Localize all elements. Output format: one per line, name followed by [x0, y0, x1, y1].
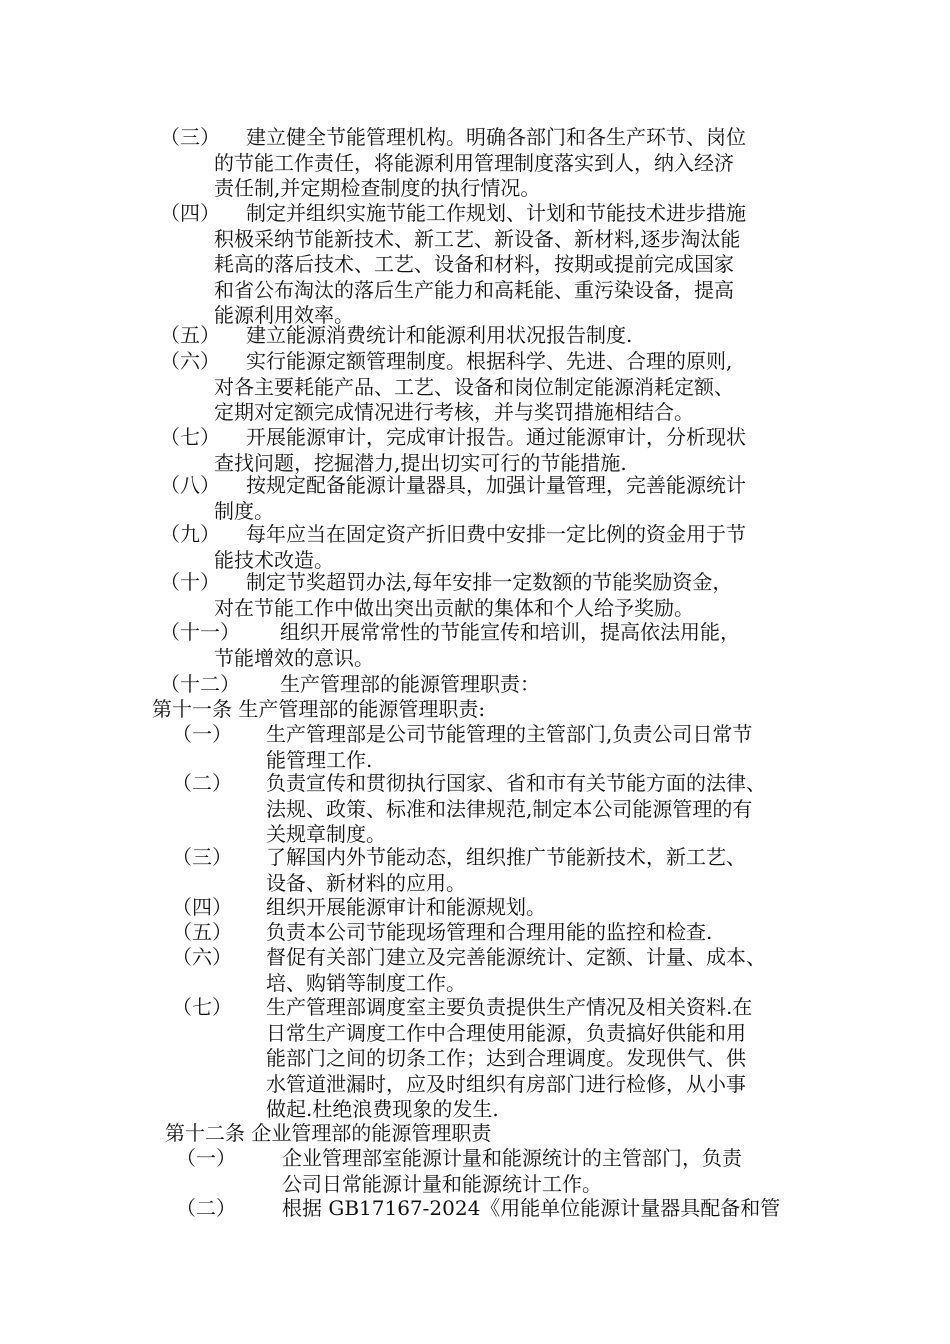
text-line: 根据 GB17167-2024《用能单位能源计量器具配备和管 [282, 1196, 781, 1220]
text-line: 对在节能工作中做出突出贡献的集体和个人给予奖励。 [214, 595, 694, 620]
clause-number: （九） [160, 522, 220, 546]
clause-text [266, 945, 766, 996]
clause-number: （六） [160, 349, 220, 373]
clause-text [214, 672, 540, 698]
clause-number: （五） [172, 920, 232, 944]
text-line: 实行能源定额管理制度。根据科学、先进、合理的原则, [246, 349, 733, 373]
text-line: 关规章制度。 [266, 822, 386, 846]
clause-number: （三） [172, 845, 232, 869]
text-line: 生产管理部调度室主要负责提供生产情况及相关资料.在 [266, 995, 753, 1019]
text-line: 制定节奖超罚办法,每年安排一定数额的节能奖励资金， [246, 570, 733, 594]
text-line: 能管理工作. [266, 747, 373, 772]
clause-number: （十一） [160, 620, 240, 644]
clause-number: （十二） [160, 672, 240, 696]
text-line: 每年应当在固定资产折旧费中安排一定比例的资金用于节 [246, 522, 746, 546]
clause-text [214, 522, 746, 573]
clause-number: （七） [172, 995, 232, 1019]
text-line: 和省公布淘汰的落后生产能力和高耗能、重污染设备，提高 [214, 277, 734, 302]
text-line: 能源利用效率。 [214, 303, 354, 327]
clause-text [214, 570, 732, 621]
text-line: 制度。 [214, 498, 274, 523]
text-line: 建立能源消费统计和能源利用状况报告制度. [246, 323, 633, 347]
clause-text [214, 473, 746, 524]
text-line: 生产管理部是公司节能管理的主管部门,负责公司日常节 [266, 722, 753, 746]
clause-text [214, 201, 746, 329]
clause-number: （一） [172, 722, 232, 746]
text-line: 的节能工作责任，将能源利用管理制度落实到人，纳入经济 [214, 150, 734, 175]
text-line: 法规、政策、标准和法律规范,制定本公司能源管理的有 [266, 796, 753, 821]
text-line: 能部门之间的切条工作；达到合理调度。发现供气、供 [266, 1046, 746, 1070]
text-line: 做起.杜绝浪费现象的发生. [266, 1097, 499, 1121]
text-line: 按规定配备能源计量器具，加强计量管理，完善能源统计 [246, 473, 746, 497]
clause-text [266, 895, 546, 921]
text-line: 对各主要耗能产品、工艺、设备和岗位制定能源消耗定额、 [214, 374, 734, 399]
text-line: 督促有关部门建立及完善能源统计、定额、计量、成本、 [266, 945, 766, 969]
clause-text [214, 349, 734, 426]
text-line: 组织开展常常性的节能宣传和培训，提高依法用能， [280, 620, 740, 644]
clause-text [214, 425, 746, 476]
text-line: 定期对定额完成情况进行考核，并与奖罚措施相结合。 [214, 400, 694, 424]
text-line: 负责本公司节能现场管理和合理用能的监控和检查. [266, 920, 713, 944]
text-line: 建立健全节能管理机构。明确各部门和各生产环节、岗位 [246, 125, 746, 149]
article-12-title: 第十二条 企业管理部的能源管理职责 [165, 1121, 492, 1145]
text-line: 设备、新材料的应用。 [266, 870, 466, 895]
article-11-title: 第十一条 生产管理部的能源管理职责: [152, 697, 486, 721]
text-line: 开展能源审计，完成审计报告。通过能源审计，分析现状 [246, 425, 746, 449]
text-line: 负责宣传和贯彻执行国家、省和市有关节能方面的法律、 [266, 771, 766, 795]
text-line: 查找问题，挖掘潜力,提出切实可行的节能措施. [214, 450, 627, 475]
text-line: 组织开展能源审计和能源规划。 [266, 895, 546, 919]
text-line: 节能增效的意识。 [214, 645, 374, 670]
text-line: 能技术改造。 [214, 547, 334, 572]
text-line: 企业管理部室能源计量和能源统计的主管部门，负责 [282, 1146, 742, 1170]
text-line: 日常生产调度工作中合理使用能源，负责搞好供能和用 [266, 1020, 746, 1045]
clause-number: （十） [160, 570, 220, 594]
clause-number: （四） [160, 201, 220, 225]
clause-number: （七） [160, 425, 220, 449]
text-line: 了解国内外节能动态，组织推广节能新技术，新工艺、 [266, 845, 746, 869]
text-line: 水管道泄漏时，应及时组织有房部门进行检修，从小事 [266, 1071, 746, 1096]
clause-text [282, 1196, 780, 1222]
text-line: 责任制,并定期检查制度的执行情况。 [214, 176, 541, 200]
text-line: 培、购销等制度工作。 [266, 970, 466, 995]
clause-text [266, 722, 752, 773]
text-line: 生产管理部的能源管理职责： [280, 672, 540, 696]
clause-text [214, 125, 746, 202]
clause-number: （三） [160, 125, 220, 149]
clause-number: （二） [172, 771, 232, 795]
clause-text [266, 920, 712, 946]
clause-number: （五） [160, 323, 220, 347]
text-line: 积极采纳节能新技术、新工艺、新设备、新材料,逐步淘汰能 [214, 226, 741, 251]
clause-text [282, 1146, 742, 1197]
clause-text [266, 845, 746, 896]
clause-text [266, 995, 752, 1123]
clause-number: （六） [172, 945, 232, 969]
text-line: 公司日常能源计量和能源统计工作。 [282, 1171, 602, 1196]
text-line: 耗高的落后技术、工艺、设备和材料，按期或提前完成国家 [214, 252, 734, 276]
clause-number: （四） [172, 895, 232, 919]
clause-text [214, 323, 632, 349]
clause-text [214, 620, 740, 671]
clause-number: （二） [176, 1196, 236, 1220]
text-line: 制定并组织实施节能工作规划、计划和节能技术进步措施 [246, 201, 746, 225]
clause-number: （一） [176, 1146, 236, 1170]
clause-text [266, 771, 766, 848]
clause-number: （八） [160, 473, 220, 497]
